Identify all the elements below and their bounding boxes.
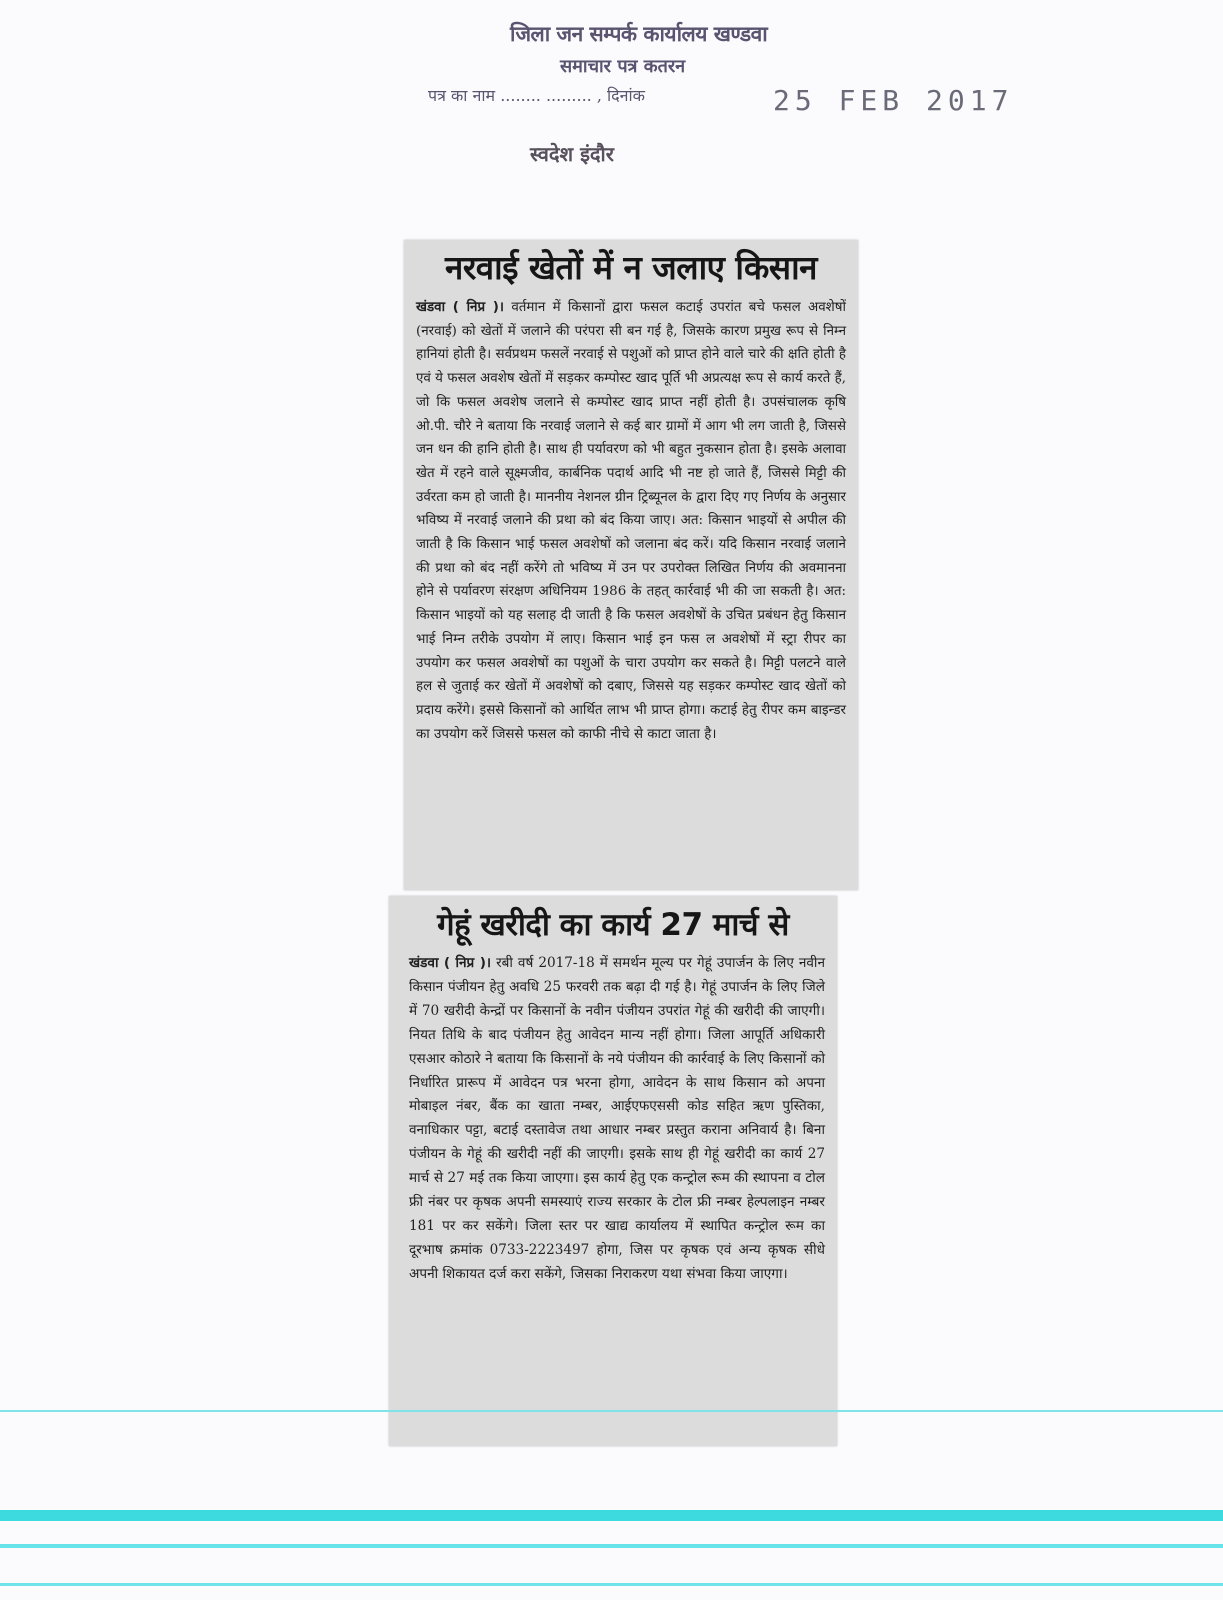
article-headline: नरवाई खेतों में न जलाए किसान bbox=[445, 248, 817, 287]
article-headline: गेहूं खरीदी का कार्य 27 मार्च से bbox=[437, 907, 789, 943]
scanner-line bbox=[0, 1510, 1223, 1521]
news-clipping-wheat-procurement bbox=[389, 896, 837, 1446]
article-body-text: रबी वर्ष 2017-18 में समर्थन मूल्य पर गेहूं उपार्जन के लिए नवीन किसान पंजीयन हेतु अवधि 25 फरवरी तक बढ़ा दी गई है। गेहूं उपार्जन के लिए जिले में 70 खरीदी केन्द्रों पर किसानों के नवीन पंजीयन उपरांत गेहूं की खरीदी की जाएगी। नियत तिथि के बाद पंजीयन हेतु आवेदन मान्य नहीं होगा। जिला आपूर्ति अधिकारी एसआर कोठारे ने बताया कि किसानों के नये पंजीयन की कार्रवाई के लिए किसानों को निर्धारित प्रारूप में आवेदन पत्र भरना होगा, आवेदन के साथ किसान को अपना मोबाइल नंबर, बैंक का खाता नम्बर, आईएफएससी कोड सहित ऋण पुस्तिका, वनाधिकार पट्टा, बटाई दस्तावेज तथा आधार नम्बर प्रस्तुत कराना अनिवार्य है। बिना पंजीयन के गेहूं की खरीदी नहीं की जाएगी। इसके साथ ही गेहूं खरीदी का कार्य 27 मार्च से 27 मई तक किया जाएगा। इस कार्य हेतु एक कन्ट्रोल रूम की स्थापना व टोल फ्री नंबर पर कृषक अपनी समस्याएं राज्य सरकार के टोल फ्री नम्बर हेल्पलाइन नम्बर 181 पर कर सकेंगे। जिला स्तर पर खाद्य कार्यालय में स्थापित कन्ट्रोल रूम का दूरभाष क्रमांक 0733-2223497 होगा, जिस पर कृषक एवं अन्य कृषक सीधे अपनी शिकायत दर्ज करा सकेंगे, जिसका निराकरण यथा संभवा किया जाएगा। bbox=[409, 955, 825, 1282]
article-body bbox=[389, 946, 837, 1287]
stamp-date: 25 FEB 2017 bbox=[773, 84, 1014, 117]
stamp-fields-line: पत्र का नाम ........ ......... , दिनांक bbox=[428, 86, 645, 105]
scanner-line bbox=[0, 1544, 1223, 1548]
stamp-office-name: जिला जन सम्पर्क कार्यालय खण्डवा bbox=[510, 21, 768, 46]
news-clipping-stubble-burning bbox=[404, 240, 858, 890]
article-dateline: खंडवा ( निप्र )। bbox=[416, 300, 504, 315]
newspaper-source-name: स्वदेश इंदौर bbox=[530, 142, 614, 166]
article-body bbox=[404, 290, 858, 746]
article-body-text: वर्तमान में किसानों द्वारा फसल कटाई उपरांत बचे फसल अवशेषों (नरवाई) को खेतों में जलाने की परंपरा सी बन गई है, जिसके कारण प्रमुख रूप से निम्न हानियां होती है। सर्वप्रथम फसलें नरवाई से पशुओं को प्राप्त होने वाले चारे की क्षति होती है एवं ये फसल अवशेष खेतों में सड़कर कम्पोस्ट खाद पूर्ति भी अप्रत्यक्ष रूप से कार्य करते हैं, जो कि फसल अवशेष जलाने से कम्पोस्ट खाद प्राप्त नहीं होती है। उपसंचालक कृषि ओ.पी. चौरे ने बताया कि नरवाई जलाने से कई बार ग्रामों में आग भी लग जाती है, जिससे जन धन की हानि होती है। साथ ही पर्यावरण को भी बहुत नुकसान होता है। इसके अलावा खेत में रहने वाले सूक्ष्मजीव, कार्बनिक पदार्थ आदि भी नष्ट हो जाते हैं, जिससे मिट्टी की उर्वरता कम हो जाती है। माननीय नेशनल ग्रीन ट्रिब्यूनल के द्वारा दिए गए निर्णय के अनुसार भविष्य में नरवाई जलाने की प्रथा को बंद किया जाए। अत: किसान भाइयों से अपील की जाती है कि किसान भाई फसल अवशेषों को जलाना बंद करें। यदि किसान नरवाई जलाने की प्रथा को बंद नहीं करेंगे तो भविष्य में उन पर उपरोक्त लिखित निर्णय की अवमानना होने से पर्यावरण संरक्षण अधिनियम 1986 के तहत् कार्रवाई भी की जा सकती है। अत: किसान भाइयों को यह सलाह दी जाती है कि फसल अवशेषों के उचित प्रबंधन हेतु किसान भाई निम्न तरीके उपयोग में लाए। किसान भाई इन फस ल अवशेषों में स्ट्रा रीपर का उपयोग कर फसल अवशेषों का पशुओं के चारा उपयोग कर सकते है। मिट्टी पलटने वाले हल से जुताई कर खेतों में अवशेषों को दबाए, जिससे यह सड़कर कम्पोस्ट खाद खेतों को प्रदाय करेंगे। इससे किसानों को आर्थित लाभ भी प्राप्त होगा। कटाई हेतु रीपर कम बाइन्डर का उपयोग करें जिससे फसल को काफी नीचे से काटा जाता है। bbox=[416, 300, 846, 742]
stamp-clipping-label: समाचार पत्र कतरन bbox=[560, 56, 686, 77]
scanner-line bbox=[0, 1583, 1223, 1586]
scanner-line bbox=[0, 1410, 1223, 1412]
article-dateline: खंडवा ( निप्र )। bbox=[409, 955, 492, 971]
